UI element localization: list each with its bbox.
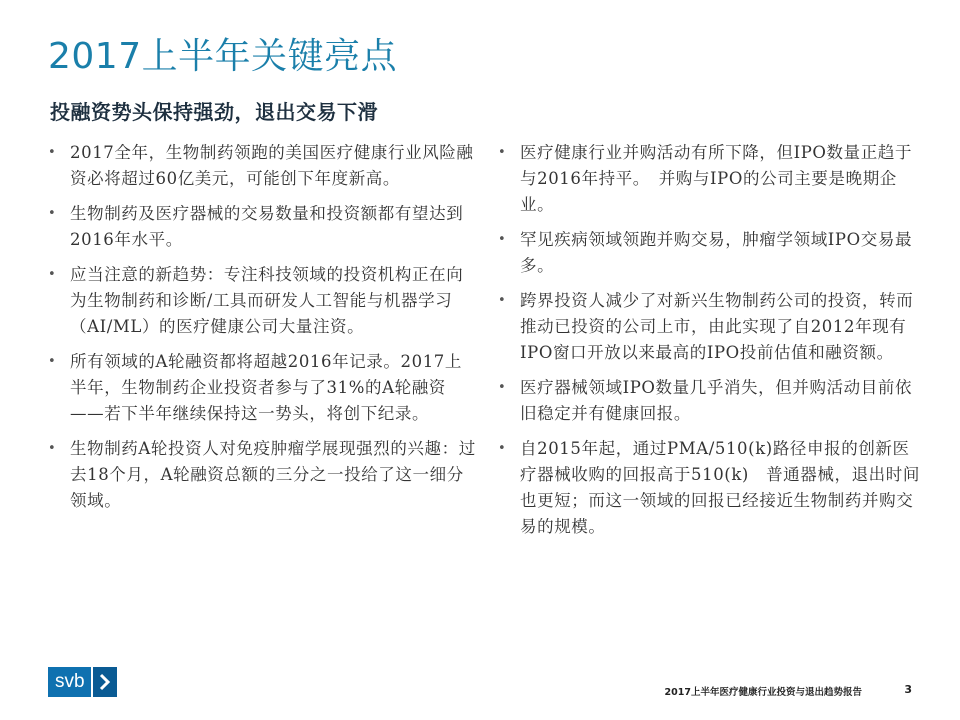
bullet-dot-icon: •	[48, 354, 56, 369]
bullet-text: 自2015年起，通过PMA/510(k)路径申报的创新医疗器械收购的回报高于510(k) 普通器械，退出时间也更短；而这一领域的回报已经接近生物制药并购交易的规模。	[520, 439, 920, 536]
bullet-item	[496, 140, 926, 218]
footer-report-title: 2017上半年医疗健康行业投资与退出趋势报告	[664, 687, 862, 698]
bullet-item	[496, 436, 926, 540]
bullet-item	[46, 349, 478, 427]
bullet-dot-icon: •	[498, 380, 506, 395]
bullet-text: 应当注意的新趋势：专注科技领域的投资机构正在向为生物制药和诊断/工具而研发人工智能与机器学习（AI/ML）的医疗健康公司大量注资。	[70, 265, 464, 336]
bullet-text: 生物制药及医疗器械的交易数量和投资额都有望达到2016年水平。	[70, 204, 464, 249]
bullet-dot-icon: •	[498, 145, 506, 160]
bullet-text: 医疗器械领域IPO数量几乎消失，但并购活动目前依旧稳定并有健康回报。	[520, 378, 913, 423]
chevron-right-icon	[93, 667, 117, 697]
bullet-dot-icon: •	[498, 441, 506, 456]
svb-logo	[48, 667, 117, 697]
bullet-text: 医疗健康行业并购活动有所下降，但IPO数量正趋于与2016年持平。 并购与IPO的公司主要是晚期企业。	[520, 143, 913, 214]
bullet-text: 2017全年，生物制药领跑的美国医疗健康行业风险融资必将超过60亿美元，可能创下年度新高。	[70, 143, 474, 188]
page-subtitle: 投融资势头保持强劲，退出交易下滑	[50, 100, 378, 124]
left-bullet-column	[46, 140, 478, 523]
right-bullet-column	[496, 140, 926, 549]
bullet-dot-icon: •	[48, 267, 56, 282]
bullet-item	[46, 262, 478, 340]
bullet-dot-icon: •	[48, 441, 56, 456]
bullet-dot-icon: •	[48, 206, 56, 221]
page-title: 2017上半年关键亮点	[48, 36, 398, 77]
bullet-text: 所有领域的A轮融资都将超越2016年记录。2017上半年，生物制药企业投资者参与了31%的A轮融资——若下半年继续保持这一势头，将创下纪录。	[70, 352, 462, 423]
bullet-text: 罕见疾病领域领跑并购交易，肿瘤学领域IPO交易最多。	[520, 230, 913, 275]
bullet-item	[496, 288, 926, 366]
page-number: 3	[904, 683, 912, 696]
bullet-item	[496, 227, 926, 279]
logo-text: svb	[48, 667, 91, 697]
bullet-dot-icon: •	[498, 232, 506, 247]
bullet-item	[46, 436, 478, 514]
bullet-dot-icon: •	[498, 293, 506, 308]
bullet-item	[46, 140, 478, 192]
bullet-item	[496, 375, 926, 427]
bullet-text: 跨界投资人减少了对新兴生物制药公司的投资，转而推动已投资的公司上市，由此实现了自2012年现有IPO窗口开放以来最高的IPO投前估值和融资额。	[520, 291, 914, 362]
bullet-item	[46, 201, 478, 253]
bullet-dot-icon: •	[48, 145, 56, 160]
bullet-text: 生物制药A轮投资人对免疫肿瘤学展现强烈的兴趣：过去18个月，A轮融资总额的三分之一投给了这一细分领域。	[70, 439, 476, 510]
